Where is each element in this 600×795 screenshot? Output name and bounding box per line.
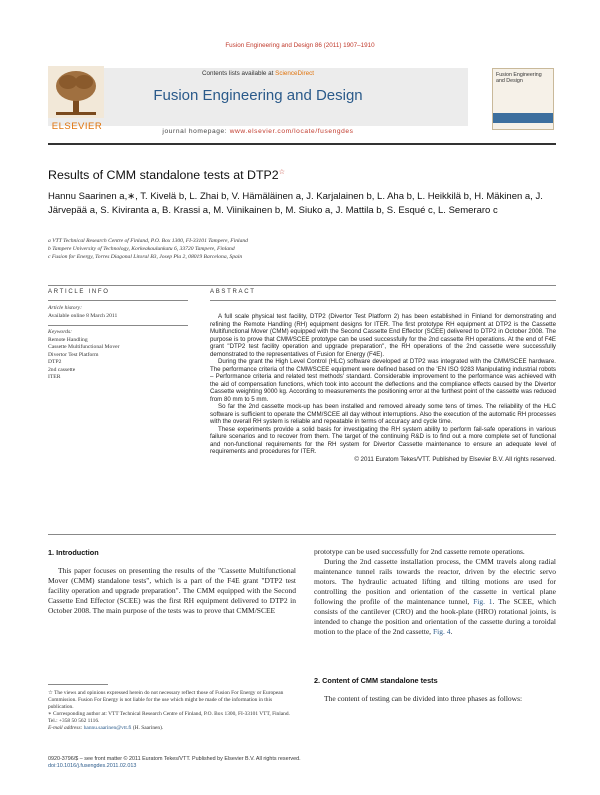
author-email-link[interactable]: hannu.saarinen@vtt.fi bbox=[83, 725, 132, 732]
affiliation-b: b Tampere University of Technology, Korkeakoulunkatu 6, 33720 Tampere, Finland bbox=[48, 246, 235, 252]
abstract-heading: ABSTRACT bbox=[210, 289, 256, 295]
author-list: Hannu Saarinen a,∗, T. Kivelä b, L. Zhai b, V. Hämäläinen a, J. Karjalainen b, L. Aha b, L. Heikkilä b, H. Mäkinen a, J. Järvepää a, S. Kiviranta a, B. Krassi a, M. Viinikainen b, M. Siuko a, J. Mattila b, S. Esqué c, L. Semeraro c bbox=[48, 191, 543, 216]
contents-line bbox=[48, 70, 468, 77]
section-2-text bbox=[314, 694, 556, 704]
section-2-paragraph: The content of testing can be divided into three phases as follows: bbox=[324, 694, 523, 703]
doi-link[interactable]: doi:10.1016/j.fusengdes.2011.02.013 bbox=[48, 763, 137, 770]
email-label: E-mail address: bbox=[48, 725, 84, 732]
abstract-paragraph: A full scale physical test facility, DTP2 (Divertor Test Platform 2) has been established in Finland for demonstrating and refining the Remote Handling (RH) equipment designs for ITER. The first prototype RH equipment at DTP2 is the Cassette Multifunctional Mover (CMM) equipped with the Second Cassette End Effector (SCEE) delivered to DTP2 in October 2008. The purpose is to prove that CMM/SCEE prototype can be used successfully for the 2nd cassette RH operations. At the end of F4E grant "DTP2 test facility operation and upgrade preparation", the RH operations of the 2nd cassette were successfully demonstrated to the representatives of Fusion for Energy (F4E). bbox=[210, 313, 556, 358]
abstract-body bbox=[210, 313, 556, 463]
paragraph-2-part-a: During the 2nd cassette installation process, the CMM travels along radial maintenance tunnel rails towards the reactor, driven by the electric servo motors. The hydraulic actuated lifting and tilting motions are used for controlling the position and orientation of the cassette in vertical plane following the profile of the maintenance tunnel, bbox=[314, 557, 556, 606]
abstract-paragraph: During the grant the High Level Control (HLC) software developed at DTP2 was integrated with the CMM/SCEE hardware. The performance criteria of the CMM/SCEE equipment were defined based on the 'EN ISO 9283 Manipulating industrial robots – Performance criteria and related test methods' standard. Considerable improvement to the performance was achieved with the aid of compensation functions, which took into account the deflections and the compliance effects caused by the Divertor Cassette weighting 9000 kg. According to measurements the positioning error at the furthest point of the cassette was reduced from 80 mm to 5 mm. bbox=[210, 358, 556, 403]
journal-cover-thumbnail[interactable] bbox=[492, 68, 554, 130]
homepage-prefix: journal homepage: bbox=[162, 128, 230, 135]
affiliation-a: a VTT Technical Research Centre of Finland, P.O. Box 1300, FI-33101 Tampere, Finland bbox=[48, 238, 248, 244]
footnote-rule bbox=[48, 684, 108, 685]
keyword-item[interactable]: Remote Handling bbox=[48, 336, 88, 343]
journal-homepage bbox=[48, 128, 468, 135]
keyword-item[interactable]: Cassette Multifunctional Mover bbox=[48, 344, 120, 350]
issn-line: 0920-3796/$ – see front matter © 2011 Euratom Tekes/VTT. Published by Elsevier B.V. All rights reserved. bbox=[48, 756, 301, 762]
paragraph-2-part-b: . The SCEE, which consists of the cantilever (CRO) and the hook-plate (HRO) rotational joints, is intended to change the position and orientation of the cassette during a toroidal motion to the place of the 2nd cassette, bbox=[314, 597, 556, 636]
info-rule-right bbox=[210, 300, 556, 301]
history-label: Article history: bbox=[48, 305, 83, 311]
elsevier-tree-logo-icon bbox=[48, 66, 104, 128]
abstract-copyright: © 2011 Euratom Tekes/VTT. Published by Elsevier B.V. All rights reserved. bbox=[354, 455, 556, 463]
paragraph-2-part-c: . bbox=[450, 627, 453, 636]
keyword-item[interactable]: DTP2 bbox=[48, 359, 62, 365]
right-column-text bbox=[314, 547, 556, 637]
keywords-label: Keywords: bbox=[48, 329, 73, 335]
section-2-heading: 2. Content of CMM standalone tests bbox=[314, 676, 438, 685]
elsevier-wordmark: ELSEVIER bbox=[51, 121, 103, 132]
intro-text bbox=[48, 566, 296, 616]
abstract-paragraph: These experiments provide a solid basis for investigating the RH system ability to perform fail-safe operations in various failure scenarios and to recover from them. The target of the continuing R&D is to find out a more complete set of functional and non-functional requirements for the RH system for Divertor Cassette maintenance to ensure an adequate level of requirements and procedures for ITER. bbox=[210, 425, 556, 455]
keywords-block bbox=[48, 329, 188, 382]
abstract-bottom-rule bbox=[48, 534, 556, 535]
article-title bbox=[48, 168, 285, 182]
article-info-heading: ARTICLE INFO bbox=[48, 289, 110, 295]
contents-prefix: Contents lists available at bbox=[201, 70, 276, 77]
email-suffix: (H. Saarinen). bbox=[131, 725, 164, 732]
figure-4-link[interactable]: Fig. 4 bbox=[432, 627, 451, 636]
homepage-link[interactable]: www.elsevier.com/locate/fusengdes bbox=[229, 128, 354, 135]
header-rule bbox=[48, 143, 556, 145]
title-footnote-star-icon[interactable]: ☆ bbox=[278, 169, 285, 176]
info-top-rule bbox=[48, 285, 556, 286]
sciencedirect-link[interactable]: ScienceDirect bbox=[275, 70, 314, 77]
history-rule bbox=[48, 325, 188, 326]
keyword-item[interactable]: 2nd cassette bbox=[48, 366, 76, 373]
section-1-heading: 1. Introduction bbox=[48, 548, 99, 557]
footnotes bbox=[48, 690, 296, 733]
figure-1-link[interactable]: Fig. 1 bbox=[473, 597, 493, 606]
footnote-email-line bbox=[48, 725, 296, 732]
footnote-disclaimer: ☆ The views and opinions expressed herein do not necessary reflect those of Fusion For Energy or European Commission. Fusion For Energy is not liable for the use which might be made of the information in this publication. bbox=[48, 690, 284, 711]
history-value: Available online 8 March 2011 bbox=[48, 312, 118, 319]
right-paragraph-2 bbox=[314, 557, 556, 637]
keyword-item[interactable]: Divertor Test Platform bbox=[48, 351, 99, 358]
footnote-corresponding: ∗ Corresponding author at: VTT Technical Research Centre of Finland, P.O. Box 1300, FI-33101 VTT, Finland. Tel.: +358 50 562 1116. bbox=[48, 711, 290, 725]
info-rule-left bbox=[48, 300, 188, 301]
publication-meta bbox=[48, 756, 301, 771]
journal-citation[interactable]: Fusion Engineering and Design 86 (2011) 1907–1910 bbox=[225, 42, 375, 49]
affiliation-c: c Fusion for Energy, Torres Diagonal Litoral B3, Josep Pla 2, 08019 Barcelona, Spain bbox=[48, 254, 243, 260]
abstract-paragraph: So far the 2nd cassette mock-up has been installed and removed already some tens of times. The reliability of the HLC software is sufficient to operate the CMM/SCEE all day without interruptions. Also the execution of the automatic RH processes with the overall RH system is reliable and repeatable in terms of accuracy and cycle time. bbox=[210, 403, 556, 425]
article-title-text: Results of CMM standalone tests at DTP2 bbox=[48, 168, 279, 183]
article-history bbox=[48, 305, 188, 320]
keyword-item[interactable]: ITER bbox=[48, 374, 61, 380]
right-paragraph-1: prototype can be used successfully for 2nd cassette remote operations. bbox=[314, 547, 525, 556]
cover-title: Fusion Engineering and Design bbox=[496, 72, 542, 85]
intro-paragraph: This paper focuses on presenting the results of the "Cassette Multifunctional Mover (CMM) standalone tests", which is a part of the F4E grant "DTP2 test facility operation and upgrade preparation". The CMM equipped with the Second Cassette End Effector (SCEE) was the first RH equipment delivered to DTP2 in October 2008. The main purpose of the tests was to prove that CMM/SCEE bbox=[48, 566, 296, 615]
cover-strip bbox=[493, 113, 553, 123]
journal-title: Fusion Engineering and Design bbox=[153, 87, 363, 104]
